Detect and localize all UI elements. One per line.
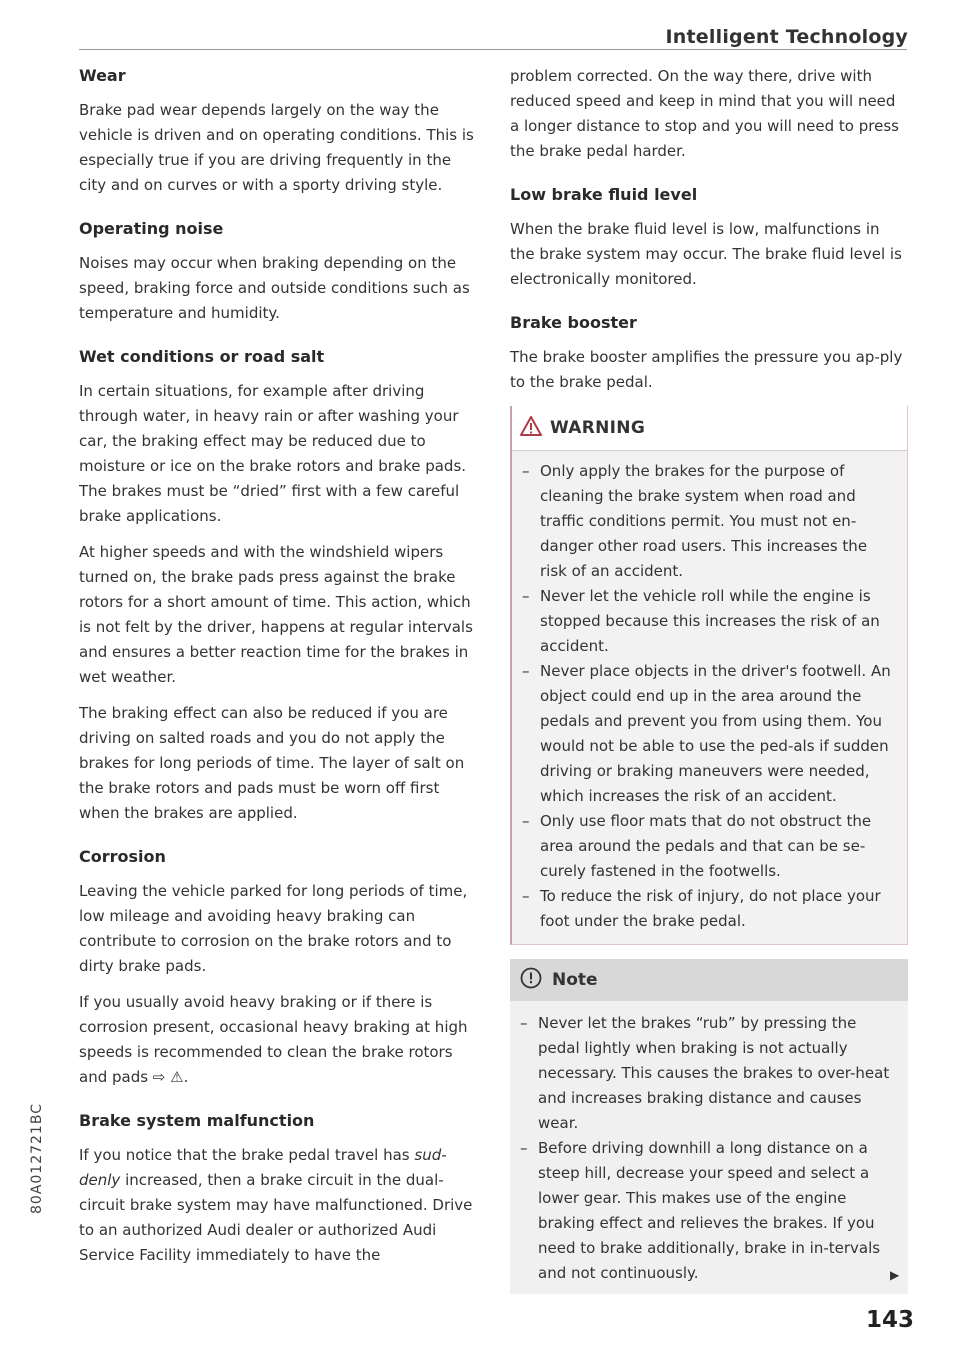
warning-item: – Never let the vehicle roll while the engine is stopped because this increases the risk of an accident. <box>522 587 880 655</box>
malfunction-text-end: increased, then a brake circuit in the dual-circuit brake system may have malfunctioned. Drive to an authorized Audi dealer or authorized Audi Service Facility immediately to have the <box>79 1171 473 1264</box>
paragraph-wet-1: In certain situations, for example after driving through water, in heavy rain or after washing your car, the braking effect may be reduced due to moisture or ice on the brake rotors and brake pads. The brakes must be “dried” first with a few careful brake applications. <box>79 382 467 525</box>
warning-list <box>520 459 897 934</box>
paragraph-wet-3: The braking effect can also be reduced if you are driving on salted roads and you do not apply the brakes for long periods of time. The layer of salt on the brake rotors and pads must be worn off first when the brakes are applied. <box>79 704 465 822</box>
continue-arrow-icon: ▶ <box>890 1268 900 1282</box>
paragraph-corrosion-1: Leaving the vehicle parked for long periods of time, low mileage and avoiding heavy braking can contribute to corrosion on the brake rotors and to dirty brake pads. <box>79 882 468 975</box>
paragraph-brake-booster: The brake booster amplifies the pressure you ap-ply to the brake pedal. <box>510 348 903 391</box>
warning-item-text: Only apply the brakes for the purpose of cleaning the brake system when road and traffic conditions permit. You must not en-danger other road users. This increases the risk of an accident. <box>540 462 868 580</box>
heading-corrosion: Corrosion <box>79 847 166 866</box>
heading-brake-malfunction: Brake system malfunction <box>79 1111 315 1130</box>
warning-header <box>512 406 907 451</box>
heading-wear: Wear <box>79 66 126 85</box>
paragraph-wet-2: At higher speeds and with the windshield wipers turned on, the brake pads press against the brake rotors for a short amount of time. This action, which is not felt by the driver, happens at regular intervals and ensures a better reaction time for the brakes in wet weather. <box>79 543 473 686</box>
warning-item-text: Only use floor mats that do not obstruct the area around the pedals and that can be se-curely fastened in the footwells. <box>540 812 872 880</box>
note-item-text: Before driving downhill a long distance on a steep hill, decrease your speed and select a lower gear. This makes use of the engine braking effect and relieves the brakes. If you need to brake additionally, brake in in-tervals and not continuously. <box>538 1139 881 1282</box>
warning-item-text: Never place objects in the driver's footwell. An object could end up in the area around the pedals and prevent you from using them. You would not be able to use the ped-als if sudden driving or braking maneuvers were needed, which increases the risk of an accident. <box>540 662 891 805</box>
section-title: Intelligent Technology <box>665 26 908 48</box>
warning-item-text: To reduce the risk of injury, do not place your foot under the brake pedal. <box>540 887 881 930</box>
note-circle-icon <box>520 967 542 993</box>
warning-item: – Only apply the brakes for the purpose of cleaning the brake system when road and traffic conditions permit. You must not en-danger other road users. This increases the risk of an accident. <box>522 462 868 580</box>
paragraph-corrosion-2: If you usually avoid heavy braking or if there is corrosion present, occasional heavy braking at high speeds is recommended to clean the brake rotors and pads ⇨ ⚠. <box>79 993 468 1086</box>
header-divider <box>79 49 907 50</box>
note-list <box>518 1011 902 1286</box>
heading-brake-booster: Brake booster <box>510 313 637 332</box>
warning-item: – Never place objects in the driver's footwell. An object could end up in the area around the pedals and prevent you from using them. You would not be able to use the ped-als if sudden driving or braking maneuvers were needed, which increases the risk of an accident. <box>522 662 891 805</box>
warning-item: – To reduce the risk of injury, do not place your foot under the brake pedal. <box>522 887 881 930</box>
malfunction-emphasis: sud-denly <box>79 1146 447 1189</box>
paragraph-low-fluid: When the brake fluid level is low, malfunctions in the brake system may occur. The brake fluid level is electronically monitored. <box>510 220 902 288</box>
left-column <box>79 64 479 1279</box>
heading-low-fluid: Low brake fluid level <box>510 185 698 204</box>
warning-triangle-icon <box>520 416 542 440</box>
note-title: Note <box>552 970 598 990</box>
paragraph-continued: problem corrected. On the way there, drive with reduced speed and keep in mind that you will need a longer distance to stop and you will need to press the brake pedal harder. <box>510 67 899 160</box>
note-header <box>510 959 908 1001</box>
warning-item: – Only use floor mats that do not obstruct the area around the pedals and that can be se-curely fastened in the footwells. <box>522 812 872 880</box>
paragraph-brake-malfunction <box>79 1143 479 1268</box>
warning-title: WARNING <box>550 418 646 438</box>
document-code: 80A012721BC <box>29 1103 45 1214</box>
warning-item-text: Never let the vehicle roll while the engine is stopped because this increases the risk of an accident. <box>540 587 880 655</box>
note-item: – Never let the brakes “rub” by pressing the pedal lightly when braking is not actually necessary. This causes the brakes to over-heat and increases braking distance and causes wear. <box>520 1014 890 1132</box>
paragraph-operating-noise: Noises may occur when braking depending on the speed, braking force and outside conditions such as temperature and humidity. <box>79 254 470 322</box>
note-item: – Before driving downhill a long distance on a steep hill, decrease your speed and select a lower gear. This makes use of the engine braking effect and relieves the brakes. If you need to brake additionally, brake in in-tervals and not continuously. <box>520 1139 881 1282</box>
heading-operating-noise: Operating noise <box>79 219 224 238</box>
malfunction-text-start: If you notice that the brake pedal travel has <box>79 1146 415 1164</box>
heading-wet-conditions: Wet conditions or road salt <box>79 347 325 366</box>
paragraph-wear: Brake pad wear depends largely on the way the vehicle is driven and on operating conditions. This is especially true if you are driving frequently in the city and on curves or with a sporty driving style. <box>79 101 474 194</box>
note-box <box>510 959 908 1294</box>
note-item-text: Never let the brakes “rub” by pressing the pedal lightly when braking is not actually necessary. This causes the brakes to over-heat and increases braking distance and causes wear. <box>538 1014 890 1132</box>
page-number: 143 <box>866 1307 915 1333</box>
warning-box <box>510 406 908 945</box>
right-column <box>510 64 908 1294</box>
